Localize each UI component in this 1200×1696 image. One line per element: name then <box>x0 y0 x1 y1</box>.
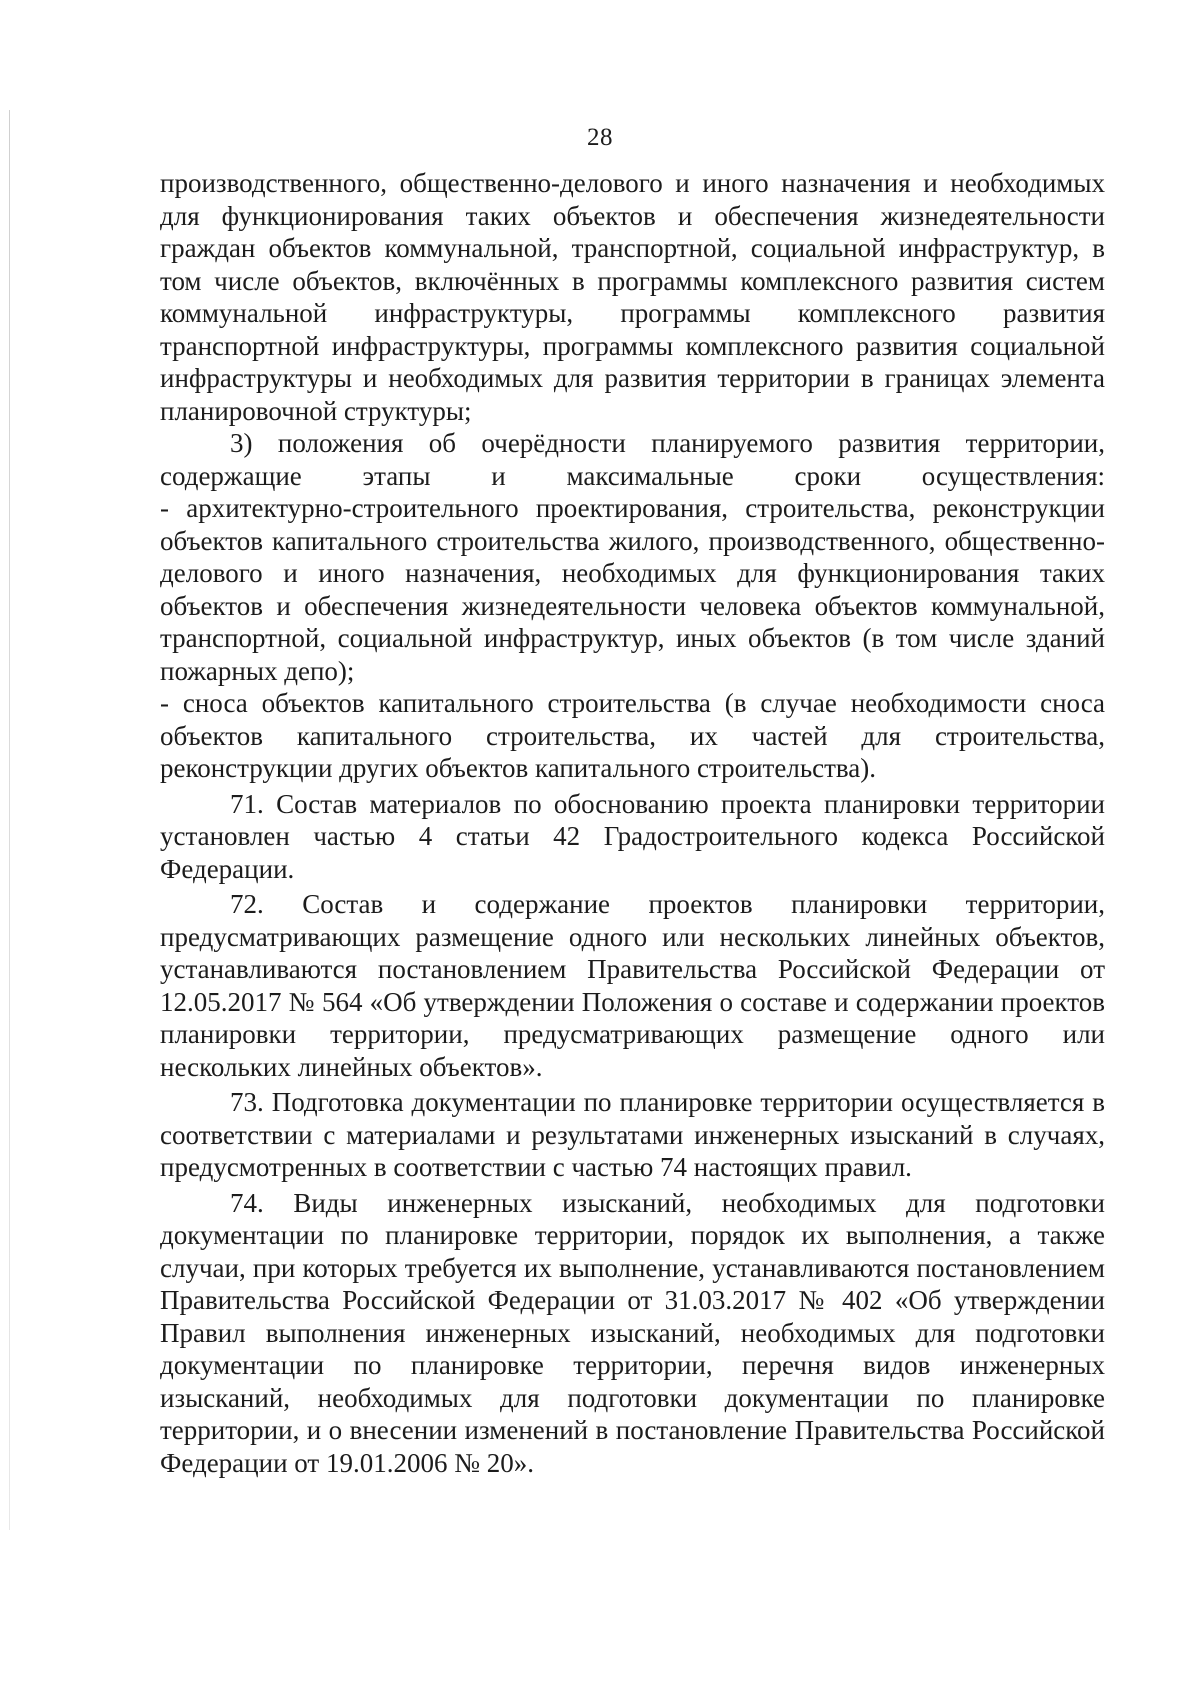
paragraph-73: 73. Подготовка документации по планировке территории осуществляется в соответствии с материалами и результатами инженерных изысканий в случаях, предусмотренных в соответствии с частью 74 настоящих правил. <box>160 1087 1105 1182</box>
page-number: 28 <box>587 124 613 151</box>
paragraph-74: 74. Виды инженерных изысканий, необходимых для подготовки документации по планировке территории, порядок их выполнения, а также случаи, при которых требуется их выполнение, устанавливаются постановлением Правительства Российской Федерации от 31.03.2017 № 402 «Об утверждении Правил выполнения инженерных изысканий, необходимых для подготовки документации по планировке территории, перечня видов инженерных изысканий, необходимых для подготовки документации по планировке территории, и о внесении изменений в постановление Правительства Российской Федерации от 19.01.2006 № 20». <box>160 1187 1105 1478</box>
paragraph-continuation: производственного, общественно-делового и иного назначения и необходимых для функционирования таких объектов и обеспечения жизнедеятельности граждан объектов коммунальной, транспортной, социальной инфраструктур, в том числе объектов, включённых в программы комплексного развития систем коммунальной инфраструктуры, программы комплексного развития транспортной инфраструктуры, программы комплексного развития социальной инфраструктуры и необходимых для развития территории в границах элемента планировочной структуры; <box>160 168 1105 426</box>
paragraph-item-3: 3) положения об очерёдности планируемого развития территории, содержащие этапы и максимальные сроки осуществления: <box>160 428 1105 491</box>
document-body <box>160 167 1105 1479</box>
paragraph-72: 72. Состав и содержание проектов планировки территории, предусматривающих размещение одного или нескольких линейных объектов, устанавливаются постановлением Правительства Российской Федерации от 12.05.2017 № 564 «Об утверждении Положения о составе и содержании проектов планировки территории, предусматривающих размещение одного или нескольких линейных объектов». <box>160 889 1105 1082</box>
paragraph-dash-design: - архитектурно-строительного проектирования, строительства, реконструкции объектов капитального строительства жилого, производственного, общественно-делового и иного назначения, необходимых для функционирования таких объектов и обеспечения жизнедеятельности человека объектов коммунальной, транспортной, социальной инфраструктур, иных объектов (в том числе зданий пожарных депо); <box>160 493 1105 686</box>
paragraph-dash-demolition: - сноса объектов капитального строительства (в случае необходимости сноса объектов капитального строительства, их частей для строительства, реконструкции других объектов капитального строительства). <box>160 688 1105 783</box>
paragraph-71: 71. Состав материалов по обоснованию проекта планировки территории установлен частью 4 статьи 42 Градостроительного кодекса Российской Федерации. <box>160 788 1105 884</box>
scan-edge-line <box>9 110 10 1530</box>
